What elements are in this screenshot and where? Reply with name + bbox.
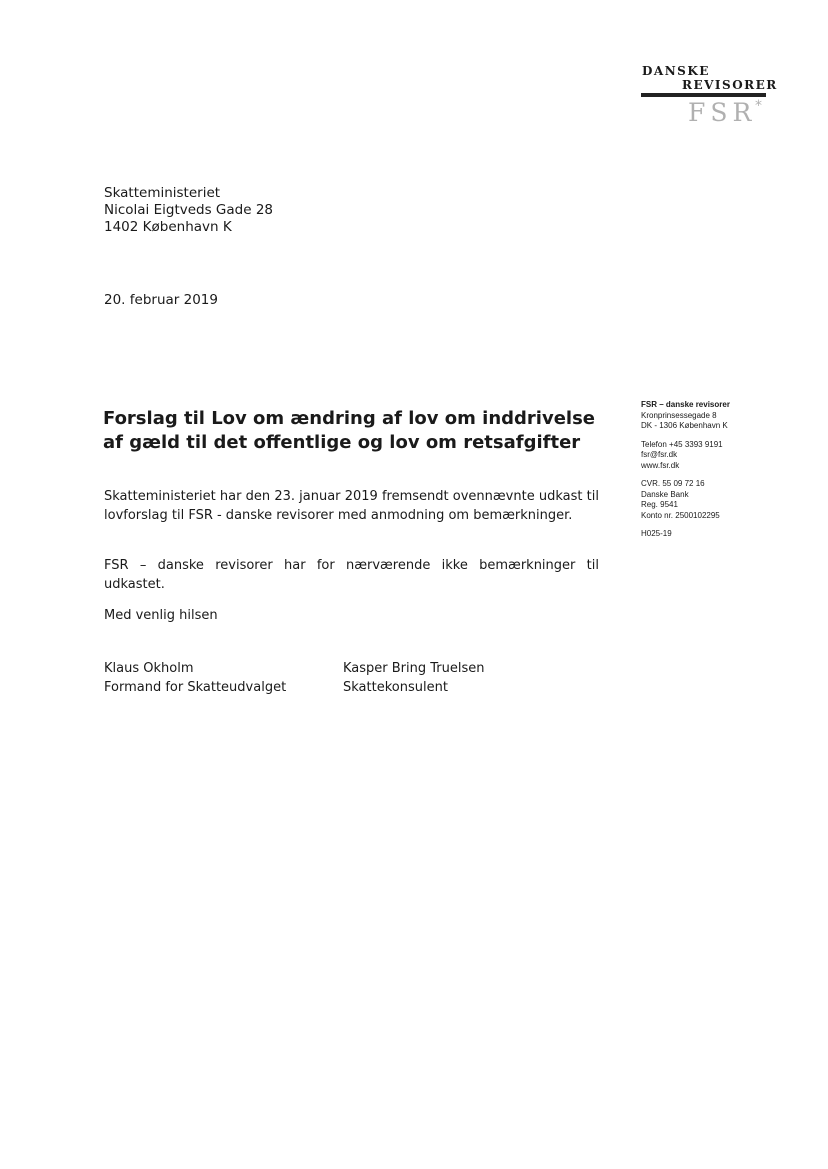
- sender-account: Konto nr. 2500102295: [641, 510, 720, 520]
- sender-cvr: CVR. 55 09 72 16: [641, 479, 705, 488]
- sender-web: www.fsr.dk: [641, 460, 680, 470]
- sender-reg: Reg. 9541: [641, 500, 678, 509]
- recipient-city: 1402 København K: [104, 219, 232, 235]
- signature-title: Skattekonsulent: [343, 680, 448, 695]
- sender-email: fsr@fsr.dk: [641, 450, 678, 459]
- sender-street: Kronprinsessegade 8: [641, 410, 717, 420]
- fsr-logo: [638, 62, 778, 130]
- letter-date: 20. februar 2019: [104, 292, 218, 308]
- signature-name: Klaus Okholm: [104, 661, 194, 676]
- signature-title: Formand for Skatteudvalget: [104, 680, 287, 695]
- logo-star-icon: *: [755, 98, 762, 114]
- signature-block-1: [104, 659, 286, 697]
- sender-reference: H025-19: [641, 529, 672, 538]
- sender-phone: Telefon +45 3393 9191: [641, 439, 723, 449]
- sender-info: [641, 400, 781, 540]
- logo-line-revisorer: REVISORER: [682, 78, 778, 92]
- closing-salutation: Med venlig hilsen: [104, 608, 218, 623]
- sender-city: DK - 1306 København K: [641, 421, 728, 430]
- letter-subject: Forslag til Lov om ændring af lov om inddrivelse af gæld til det offentlige og lov om retsafgifter: [103, 408, 596, 453]
- sender-org: FSR – danske revisorer: [641, 400, 730, 409]
- recipient-street: Nicolai Eigtveds Gade 28: [104, 202, 274, 218]
- logo-line-danske: DANSKE: [642, 64, 710, 78]
- recipient-name: Skatteministeriet: [104, 185, 221, 201]
- logo-bar: [641, 93, 766, 97]
- recipient-address: [104, 185, 273, 236]
- body-paragraph-2: FSR – danske revisorer har for nærværende ikke bemærkninger til udkastet.: [104, 558, 599, 592]
- signature-block-2: [343, 659, 485, 697]
- body-paragraph-1: Skatteministeriet har den 23. januar 2019 fremsendt ovennævnte udkast til lovforslag til FSR - danske revisorer med anmodning om bemærkninger.: [104, 489, 599, 523]
- sender-bank: Danske Bank: [641, 489, 689, 499]
- signature-name: Kasper Bring Truelsen: [343, 661, 485, 676]
- logo-fsr-mark: FSR: [688, 98, 757, 127]
